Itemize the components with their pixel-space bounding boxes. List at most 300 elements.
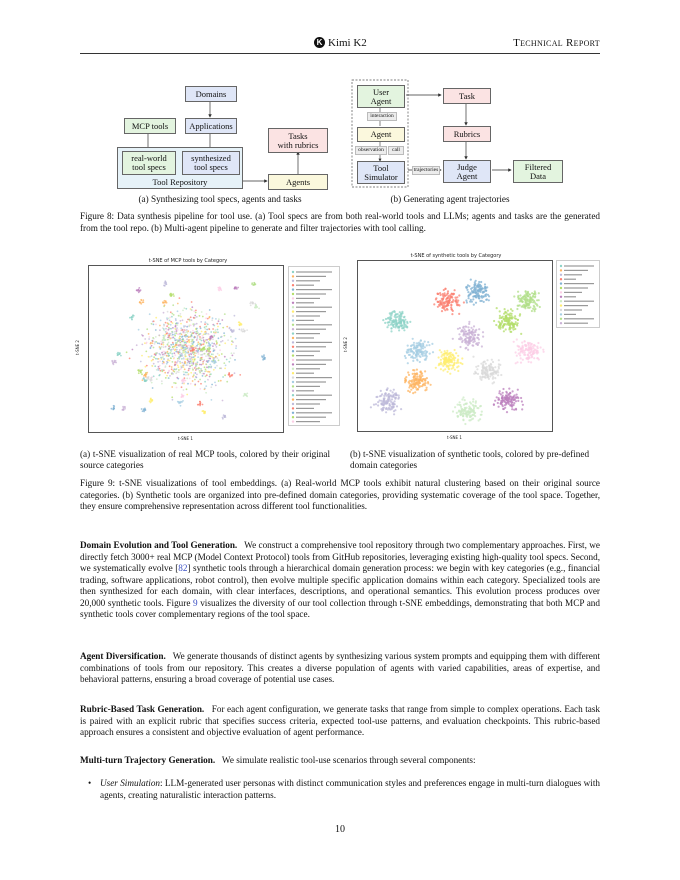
scatter-point: [452, 367, 454, 369]
scatter-point: [482, 331, 484, 333]
scatter-point: [172, 334, 174, 336]
legend-label-line: [296, 289, 332, 290]
scatter-point: [431, 343, 433, 345]
scatter-point: [232, 355, 234, 357]
scatter-point: [224, 342, 226, 344]
scatter-point: [446, 350, 448, 352]
page-number: 10: [335, 824, 345, 835]
scatter-point: [211, 319, 213, 321]
scatter-point: [525, 305, 527, 307]
scatter-point: [472, 329, 474, 331]
scatter-point: [480, 363, 482, 365]
scatter-point: [200, 327, 202, 329]
scatter-point: [467, 344, 469, 346]
plot-a-xlabel: t-SNE 1: [178, 436, 193, 441]
legend-label-line: [296, 359, 332, 360]
scatter-point: [491, 359, 493, 361]
scatter-point: [497, 402, 499, 404]
scatter-point: [140, 361, 142, 363]
scatter-point: [145, 376, 147, 378]
legend-label-line: [296, 293, 326, 294]
scatter-point: [453, 356, 455, 358]
scatter-point: [159, 360, 161, 362]
scatter-point: [404, 355, 406, 357]
scatter-point: [408, 374, 410, 376]
scatter-point: [471, 301, 473, 303]
citation-link[interactable]: 82: [178, 563, 188, 573]
scatter-point: [538, 292, 540, 294]
scatter-point: [191, 319, 193, 321]
scatter-point: [458, 333, 460, 335]
scatter-point: [472, 356, 474, 358]
scatter-point: [465, 286, 467, 288]
scatter-point: [468, 297, 470, 299]
legend-swatch: [292, 297, 294, 299]
scatter-point: [531, 356, 533, 358]
scatter-point: [437, 301, 439, 303]
scatter-point: [457, 360, 459, 362]
scatter-point: [442, 369, 444, 371]
scatter-point: [189, 319, 191, 321]
section-rubric-task-generation: [80, 704, 600, 739]
scatter-point: [493, 403, 495, 405]
scatter-point: [411, 350, 413, 352]
scatter-point: [473, 325, 475, 327]
legend-swatch: [292, 332, 294, 334]
scatter-point: [237, 287, 239, 289]
scatter-point: [422, 343, 424, 345]
scatter-point: [532, 301, 534, 303]
scatter-point: [228, 361, 230, 363]
scatter-point: [505, 402, 507, 404]
scatter-point: [172, 399, 174, 401]
scatter-point: [516, 355, 518, 357]
tool-simulator-box: Tool Simulator: [357, 161, 405, 184]
section-agent-diversification: [80, 651, 600, 686]
scatter-point: [192, 350, 194, 352]
scatter-point: [218, 380, 220, 382]
scatter-point: [426, 387, 428, 389]
scatter-point: [504, 308, 506, 310]
scatter-point: [141, 408, 143, 410]
scatter-point: [215, 356, 217, 358]
legend-swatch: [560, 309, 562, 311]
figure9-caption: Figure 9: t-SNE visualizations of tool embeddings. (a) Real-world MCP tools exhibit natural clustering based on their original source categories. (b) Synthetic tools are organized into pre-defined domain categories, providing systematic coverage of the tool space. Together, they ensure comprehensive representation across different tool functionalities.: [80, 478, 600, 511]
scatter-point: [179, 361, 181, 363]
agent-box: Agent: [357, 127, 405, 142]
figure-ref-link[interactable]: 9: [193, 597, 198, 608]
scatter-point: [538, 358, 540, 360]
scatter-point: [426, 377, 428, 379]
scatter-point: [375, 396, 377, 398]
scatter-point: [441, 310, 443, 312]
scatter-point: [169, 317, 171, 319]
scatter-point: [536, 351, 538, 353]
scatter-point: [517, 397, 519, 399]
scatter-point: [505, 396, 507, 398]
scatter-point: [482, 336, 484, 338]
scatter-point: [457, 370, 459, 372]
scatter-point: [386, 402, 388, 404]
scatter-point: [230, 336, 232, 338]
scatter-point: [146, 365, 148, 367]
legend-swatch: [292, 275, 294, 277]
scatter-point: [225, 365, 227, 367]
scatter-point: [184, 307, 186, 309]
scatter-point: [176, 322, 178, 324]
scatter-point: [407, 371, 409, 373]
figure8-subcaption-a: (a) Synthesizing tool specs, agents and tasks: [138, 194, 302, 204]
scatter-point: [166, 355, 168, 357]
scatter-point: [193, 374, 195, 376]
scatter-point: [477, 365, 479, 367]
scatter-point: [183, 330, 185, 332]
scatter-point: [165, 346, 167, 348]
scatter-point: [214, 382, 216, 384]
scatter-point: [475, 366, 477, 368]
scatter-point: [509, 317, 511, 319]
scatter-point: [396, 316, 398, 318]
scatter-point: [120, 355, 122, 357]
section-title: Multi-turn Trajectory Generation.: [80, 755, 216, 765]
scatter-point: [171, 316, 173, 318]
scatter-point: [521, 400, 523, 402]
scatter-point: [244, 330, 246, 332]
scatter-point: [461, 398, 463, 400]
scatter-point: [407, 390, 409, 392]
figure9-subcaption-a: (a) t-SNE visualization of real MCP tools, colored by their original source categories: [80, 449, 330, 470]
scatter-point: [498, 363, 500, 365]
scatter-point: [168, 329, 170, 331]
scatter-point: [206, 366, 208, 368]
scatter-point: [446, 305, 448, 307]
legend-swatch: [292, 354, 294, 356]
scatter-point: [414, 391, 416, 393]
scatter-point: [179, 297, 181, 299]
scatter-point: [138, 371, 140, 373]
scatter-point: [204, 366, 206, 368]
legend-label-line: [564, 283, 594, 284]
scatter-point: [178, 401, 180, 403]
scatter-point: [218, 318, 220, 320]
scatter-point: [412, 387, 414, 389]
scatter-point: [199, 345, 201, 347]
scatter-point: [200, 368, 202, 370]
scatter-point: [478, 342, 480, 344]
scatter-point: [437, 293, 439, 295]
real-world-tool-specs-box: real-world tool specs: [122, 151, 176, 175]
scatter-point: [444, 350, 446, 352]
legend-label-line: [564, 301, 594, 302]
scatter-point: [400, 322, 402, 324]
scatter-point: [192, 380, 194, 382]
scatter-point: [191, 306, 193, 308]
scatter-point: [531, 310, 533, 312]
scatter-point: [207, 355, 209, 357]
scatter-point: [174, 335, 176, 337]
scatter-point: [195, 333, 197, 335]
scatter-point: [186, 338, 188, 340]
scatter-point: [390, 390, 392, 392]
scatter-point: [177, 310, 179, 312]
legend-swatch: [292, 350, 294, 352]
scatter-point: [498, 399, 500, 401]
scatter-point: [520, 357, 522, 359]
scatter-point: [155, 358, 157, 360]
scatter-point: [198, 343, 200, 345]
scatter-point: [224, 335, 226, 337]
legend-label-line: [564, 309, 582, 310]
legend-swatch: [292, 324, 294, 326]
scatter-point: [477, 344, 479, 346]
scatter-point: [172, 322, 174, 324]
scatter-point: [166, 331, 168, 333]
scatter-point: [178, 371, 180, 373]
scatter-point: [445, 352, 447, 354]
scatter-point: [205, 364, 207, 366]
scatter-point: [498, 367, 500, 369]
scatter-point: [144, 374, 146, 376]
scatter-point: [503, 400, 505, 402]
scatter-point: [167, 339, 169, 341]
scatter-point: [398, 317, 400, 319]
scatter-point: [193, 362, 195, 364]
scatter-point: [417, 349, 419, 351]
scatter-point: [205, 369, 207, 371]
kimi-logo-icon: K: [314, 37, 325, 48]
scatter-point: [400, 408, 402, 410]
scatter-point: [204, 323, 206, 325]
scatter-point: [197, 338, 199, 340]
scatter-point: [215, 329, 217, 331]
legend-label-line: [564, 296, 576, 297]
scatter-point: [159, 374, 161, 376]
scatter-point: [231, 374, 233, 376]
legend-label-line: [296, 403, 320, 404]
scatter-point: [540, 346, 542, 348]
scatter-point: [190, 316, 192, 318]
scatter-point: [153, 356, 155, 358]
scatter-point: [193, 317, 195, 319]
scatter-point: [435, 367, 437, 369]
scatter-point: [224, 374, 226, 376]
scatter-point: [501, 404, 503, 406]
scatter-point: [509, 312, 511, 314]
scatter-point: [493, 381, 495, 383]
scatter-point: [168, 353, 170, 355]
scatter-point: [465, 347, 467, 349]
scatter-point: [160, 354, 162, 356]
scatter-point: [481, 300, 483, 302]
scatter-point: [530, 361, 532, 363]
scatter-point: [410, 389, 412, 391]
scatter-point: [519, 294, 521, 296]
scatter-point: [113, 408, 115, 410]
scatter-point: [543, 351, 545, 353]
scatter-point: [450, 364, 452, 366]
scatter-point: [465, 330, 467, 332]
scatter-point: [443, 361, 445, 363]
scatter-point: [485, 363, 487, 365]
scatter-point: [196, 374, 198, 376]
scatter-point: [470, 408, 472, 410]
scatter-point: [210, 367, 212, 369]
scatter-point: [180, 313, 182, 315]
scatter-point: [511, 399, 513, 401]
scatter-point: [475, 405, 477, 407]
legend-swatch: [292, 302, 294, 304]
scatter-point: [142, 335, 144, 337]
legend-swatch: [292, 306, 294, 308]
scatter-point: [533, 305, 535, 307]
scatter-point: [197, 349, 199, 351]
scatter-point: [194, 359, 196, 361]
scatter-point: [188, 345, 190, 347]
scatter-point: [480, 405, 482, 407]
scatter-point: [383, 397, 385, 399]
scatter-point: [146, 328, 148, 330]
scatter-point: [386, 326, 388, 328]
scatter-point: [458, 294, 460, 296]
scatter-point: [398, 329, 400, 331]
scatter-point: [119, 352, 121, 354]
scatter-point: [370, 406, 372, 408]
legend-label-line: [296, 408, 314, 409]
scatter-point: [416, 351, 418, 353]
scatter-point: [204, 388, 206, 390]
scatter-point: [472, 298, 474, 300]
scatter-point: [153, 347, 155, 349]
scatter-point: [394, 311, 396, 313]
scatter-point: [246, 396, 248, 398]
scatter-point: [511, 327, 513, 329]
legend-label-line: [296, 377, 332, 378]
scatter-point: [207, 353, 209, 355]
scatter-point: [173, 357, 175, 359]
scatter-point: [483, 361, 485, 363]
scatter-point: [454, 369, 456, 371]
scatter-point: [457, 355, 459, 357]
scatter-point: [425, 359, 427, 361]
scatter-point: [168, 323, 170, 325]
scatter-point: [395, 392, 397, 394]
scatter-point: [195, 312, 197, 314]
scatter-point: [499, 390, 501, 392]
scatter-point: [178, 366, 180, 368]
scatter-point: [170, 333, 172, 335]
scatter-point: [202, 375, 204, 377]
scatter-point: [502, 327, 504, 329]
scatter-point: [463, 301, 465, 303]
scatter-point: [439, 305, 441, 307]
scatter-point: [485, 367, 487, 369]
scatter-point: [393, 396, 395, 398]
legend-swatch: [292, 363, 294, 365]
legend-swatch: [560, 274, 562, 276]
scatter-point: [386, 389, 388, 391]
scatter-point: [196, 330, 198, 332]
scatter-point: [186, 321, 188, 323]
scatter-point: [426, 344, 428, 346]
scatter-point: [201, 340, 203, 342]
scatter-point: [200, 357, 202, 359]
scatter-point: [182, 332, 184, 334]
scatter-point: [425, 353, 427, 355]
scatter-point: [466, 289, 468, 291]
scatter-point: [472, 398, 474, 400]
plot-a-legend-marks: [291, 269, 337, 425]
scatter-point: [390, 312, 392, 314]
scatter-point: [513, 397, 515, 399]
scatter-point: [185, 308, 187, 310]
scatter-point: [469, 337, 471, 339]
scatter-point: [428, 344, 430, 346]
scatter-point: [498, 327, 500, 329]
legend-swatch: [292, 315, 294, 317]
scatter-point: [200, 344, 202, 346]
scatter-point: [505, 315, 507, 317]
scatter-point: [472, 341, 474, 343]
legend-swatch: [560, 278, 562, 280]
scatter-point: [529, 347, 531, 349]
legend-label-line: [296, 320, 314, 321]
scatter-point: [456, 304, 458, 306]
scatter-point: [396, 322, 398, 324]
scatter-point: [205, 355, 207, 357]
legend-label-line: [296, 280, 320, 281]
legend-label-line: [564, 323, 588, 324]
filtered-data-box: Filtered Data: [513, 160, 563, 183]
legend-swatch: [292, 368, 294, 370]
scatter-point: [180, 320, 182, 322]
section-body: We construct a comprehensive tool repository through two complementary approaches. First, we directly fetch 3000+ real MCP (Model Context Protocol) tools from GitHub repositories, leveraging existing high-quality tool specs. Second, we systematically evolve [: [80, 540, 600, 573]
scatter-point: [201, 364, 203, 366]
scatter-point: [197, 364, 199, 366]
scatter-point: [227, 339, 229, 341]
rubrics-box: Rubrics: [443, 126, 491, 142]
scatter-point: [520, 333, 522, 335]
legend-swatch: [292, 420, 294, 422]
scatter-point: [211, 356, 213, 358]
scatter-point: [204, 411, 206, 413]
scatter-point: [195, 310, 197, 312]
scatter-point: [489, 375, 491, 377]
section-body: visualizes the diversity of our tool collection through t-SNE embeddings, demonstrating that both MCP and synthetic tools cover complementary regions of the tool space.: [80, 597, 600, 619]
scatter-point: [139, 301, 141, 303]
scatter-point: [492, 378, 494, 380]
scatter-point: [420, 345, 422, 347]
header-brand: Kimi K2: [328, 37, 367, 49]
scatter-point: [478, 334, 480, 336]
observation-label: observation: [355, 146, 387, 155]
scatter-point: [173, 314, 175, 316]
scatter-point: [168, 318, 170, 320]
scatter-point: [199, 336, 201, 338]
section-domain-evolution: [80, 540, 600, 621]
scatter-point: [203, 347, 205, 349]
scatter-point: [479, 376, 481, 378]
scatter-point: [226, 359, 228, 361]
scatter-point: [157, 361, 159, 363]
scatter-point: [170, 295, 172, 297]
scatter-point: [215, 331, 217, 333]
scatter-point: [183, 347, 185, 349]
scatter-point: [196, 345, 198, 347]
scatter-point: [211, 399, 213, 401]
scatter-point: [387, 400, 389, 402]
scatter-point: [198, 353, 200, 355]
scatter-point: [470, 411, 472, 413]
